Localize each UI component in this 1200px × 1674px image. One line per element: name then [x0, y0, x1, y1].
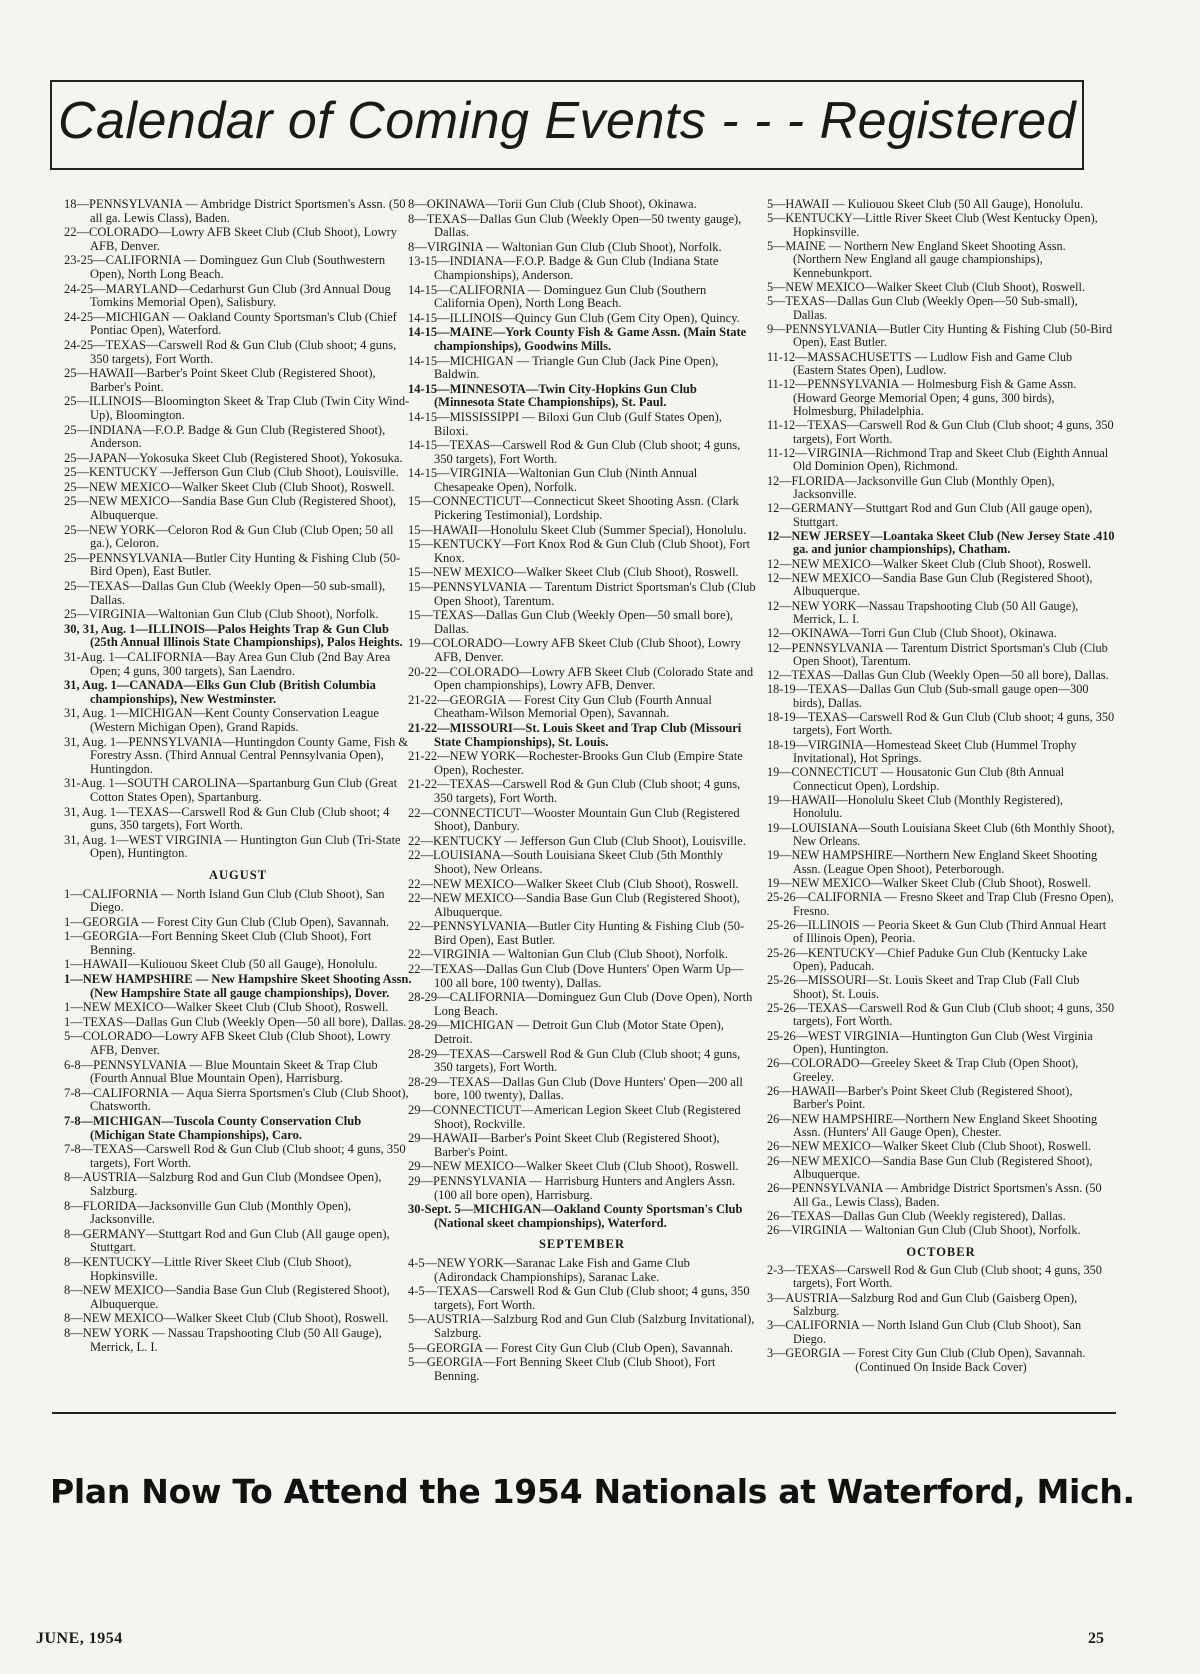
event-entry: 8—TEXAS—Dallas Gun Club (Weekly Open—50 twenty gauge), Dallas. — [408, 211, 742, 240]
event-entry: 12—NEW MEXICO—Walker Skeet Club (Club Shoot), Roswell. — [767, 556, 1092, 571]
event-entry: 31, Aug. 1—CANADA—Elks Gun Club (British Columbia championships), New Westminster. — [64, 678, 376, 706]
event-entry: 1—CALIFORNIA — North Island Gun Club (Club Shoot), San Diego. — [64, 886, 385, 915]
event-entry: 19—LOUISIANA—South Louisiana Skeet Club (6th Monthly Shoot), New Orleans. — [767, 820, 1115, 849]
event-entry: 3—AUSTRIA—Salzburg Rod and Gun Club (Gaisberg Open), Salzburg. — [767, 1290, 1078, 1318]
event-entry: 25-26—ILLINOIS — Peoria Skeet & Gun Club (Third Annual Heart of Illinois Open), Peoria. — [767, 918, 1107, 946]
event-entry: 19—COLORADO—Lowry AFB Skeet Club (Club Shoot), Lowry AFB, Denver. — [408, 636, 741, 664]
event-entry: 25—INDIANA—F.O.P. Badge & Gun Club (Registered Shoot), Anderson. — [64, 422, 386, 451]
event-entry: 21-22—GEORGIA — Forest City Gun Club (Fourth Annual Cheatham-Wilson Memorial Open), Savannah. — [408, 692, 712, 721]
event-entry: 29—HAWAII—Barber's Point Skeet Club (Registered Shoot), Barber's Point. — [408, 1131, 720, 1159]
footer-date: JUNE, 1954 — [36, 1630, 123, 1647]
event-entry: 21-22—TEXAS—Carswell Rod & Gun Club (Club shoot; 4 guns, 350 targets), Fort Worth. — [408, 777, 741, 805]
event-entry: 26—TEXAS—Dallas Gun Club (Weekly registered), Dallas. — [767, 1208, 1066, 1223]
event-entry: 5—MAINE — Northern New England Skeet Shooting Assn. (Northern New England all gauge championships), Kennebunkport. — [767, 238, 1066, 280]
event-entry: 1—NEW MEXICO—Walker Skeet Club (Club Shoot), Roswell. — [64, 1000, 389, 1015]
event-entry: 15—PENNSYLVANIA — Tarentum District Sportsman's Club (Club Open Shoot), Tarentum. — [408, 580, 756, 608]
event-entry: 3—GEORGIA — Forest City Gun Club (Club Open), Savannah. — [767, 1345, 1086, 1360]
event-entry: 28-29—TEXAS—Dallas Gun Club (Dove Hunters' Open—200 all bore, 100 twenty), Dallas. — [408, 1074, 743, 1103]
event-entry: 18-19—TEXAS—Dallas Gun Club (Sub-small gauge open—300 birds), Dallas. — [767, 682, 1089, 710]
event-entry: 5—NEW MEXICO—Walker Skeet Club (Club Shoot), Roswell. — [767, 279, 1085, 294]
event-entry: 15—NEW MEXICO—Walker Skeet Club (Club Shoot), Roswell. — [408, 565, 739, 580]
event-entry: 25—VIRGINIA—Waltonian Gun Club (Club Shoot), Norfolk. — [64, 607, 379, 622]
event-entry: 14-15—MINNESOTA—Twin City-Hopkins Gun Club (Minnesota State Championships), St. Paul. — [408, 381, 697, 410]
event-entry: 25-26—MISSOURI—St. Louis Skeet and Trap Club (Fall Club Shoot), St. Louis. — [767, 973, 1080, 1001]
event-entry: 12—NEW YORK—Nassau Trapshooting Club (50 All Gauge), Merrick, L. I. — [767, 598, 1079, 626]
event-entry: 1—GEORGIA—Fort Benning Skeet Club (Club Shoot), Fort Benning. — [64, 929, 372, 957]
event-entry: 8—OKINAWA—Torii Gun Club (Club Shoot), Okinawa. — [408, 198, 697, 211]
event-entry: 28-29—CALIFORNIA—Dominguez Gun Club (Dove Open), North Long Beach. — [408, 990, 753, 1018]
event-entry: 25—ILLINOIS—Bloomington Skeet & Trap Club (Twin City Wind-Up), Bloomington. — [64, 394, 410, 422]
event-entry: 5—HAWAII — Kuliouou Skeet Club (50 All Gauge), Honolulu. — [767, 198, 1084, 211]
event-entry: 8—NEW YORK — Nassau Trapshooting Club (50 All Gauge), Merrick, L. I. — [64, 1325, 382, 1354]
event-entry: 24-25—MICHIGAN — Oakland County Sportsman's Club (Chief Pontiac Open), Waterford. — [64, 309, 397, 338]
event-entry: 8—NEW MEXICO—Walker Skeet Club (Club Shoot), Roswell. — [64, 1311, 389, 1326]
event-entry: 18-19—TEXAS—Carswell Rod & Gun Club (Club shoot; 4 guns, 350 targets), Fort Worth. — [767, 710, 1115, 738]
event-entry: 8—KENTUCKY—Little River Skeet Club (Club Shoot), Hopkinsville. — [64, 1254, 352, 1283]
event-entry: 6-8—PENNSYLVANIA — Blue Mountain Skeet & Trap Club (Fourth Annual Blue Mountain Open), Harrisburg. — [64, 1057, 378, 1086]
event-entry: 5—COLORADO—Lowry AFB Skeet Club (Club Shoot), Lowry AFB, Denver. — [64, 1029, 391, 1058]
event-entry: 31, Aug. 1—PENNSYLVANIA—Huntingdon County Game, Fish & Forestry Assn. (Third Annual Central Pennsylvania Open), Huntingdon. — [64, 734, 409, 776]
event-entry: 7-8—MICHIGAN—Tuscola County Conservation Club (Michigan State Championships), Caro. — [64, 1114, 362, 1142]
event-entry: 26—HAWAII—Barber's Point Skeet Club (Registered Shoot), Barber's Point. — [767, 1084, 1073, 1112]
event-entry: 18—PENNSYLVANIA — Ambridge District Sportsmen's Assn. (50 all ga. Lewis Class), Baden. — [64, 198, 406, 225]
event-entry: 19—NEW HAMPSHIRE—Northern New England Skeet Shooting Assn. (League Open Shoot), Peterborough. — [767, 848, 1098, 876]
event-entry: 15—TEXAS—Dallas Gun Club (Weekly Open—50 small bore), Dallas. — [408, 608, 733, 636]
event-entry: 1—TEXAS—Dallas Gun Club (Weekly Open—50 all bore), Dallas. — [64, 1014, 407, 1029]
event-entry: 15—CONNECTICUT—Connecticut Skeet Shooting Assn. (Clark Pickering Testimonial), Lordship. — [408, 494, 739, 523]
event-entry: 22—NEW MEXICO—Walker Skeet Club (Club Shoot), Roswell. — [408, 876, 739, 891]
event-entry: 11-12—VIRGINIA—Richmond Trap and Skeet Club (Eighth Annual Old Dominion Open), Richmond. — [767, 445, 1109, 474]
event-entry: 22—NEW MEXICO—Sandia Base Gun Club (Registered Shoot), Albuquerque. — [408, 891, 741, 919]
event-entry: 1—GEORGIA — Forest City Gun Club (Club Open), Savannah. — [64, 914, 389, 929]
event-entry: 26—NEW MEXICO—Sandia Base Gun Club (Registered Shoot), Albuquerque. — [767, 1153, 1093, 1181]
event-entry: 25—NEW MEXICO—Sandia Base Gun Club (Registered Shoot), Albuquerque. — [64, 494, 397, 523]
event-entry: 31-Aug. 1—SOUTH CAROLINA—Spartanburg Gun Club (Great Cotton States Open), Spartanburg. — [64, 776, 398, 804]
event-entry: 31, Aug. 1—TEXAS—Carswell Rod & Gun Club (Club shoot; 4 guns, 350 targets), Fort Worth. — [64, 804, 390, 833]
event-entry: 28-29—MICHIGAN — Detroit Gun Club (Motor State Open), Detroit. — [408, 1018, 724, 1047]
event-entry: 25—KENTUCKY —Jefferson Gun Club (Club Shoot), Louisville. — [64, 465, 399, 480]
event-entry: 20-22—COLORADO—Lowry AFB Skeet Club (Colorado State and Open championships), Lowry AFB, Denver. — [408, 664, 754, 693]
event-entry: 25-26—WEST VIRGINIA—Huntington Gun Club (West Virginia Open), Huntington. — [767, 1028, 1093, 1057]
event-entry: 26—PENNSYLVANIA — Ambridge District Sportsmen's Assn. (50 All Ga., Lewis Class), Baden. — [767, 1181, 1102, 1209]
event-entry: 21-22—NEW YORK—Rochester-Brooks Gun Club (Empire State Open), Rochester. — [408, 749, 743, 777]
event-entry: 22—PENNSYLVANIA—Butler City Hunting & Fishing Club (50-Bird Open), East Butler. — [408, 919, 745, 947]
event-entry: 22—LOUISIANA—South Louisiana Skeet Club (5th Monthly Shoot), New Orleans. — [408, 848, 723, 876]
event-entry: 25—HAWAII—Barber's Point Skeet Club (Registered Shoot), Barber's Point. — [64, 366, 376, 394]
event-entry: 1—HAWAII—Kuliouou Skeet Club (50 all Gauge), Honolulu. — [64, 957, 378, 972]
event-entry: 24-25—TEXAS—Carswell Rod & Gun Club (Club shoot; 4 guns, 350 targets), Fort Worth. — [64, 337, 397, 366]
event-entry: 13-15—INDIANA—F.O.P. Badge & Gun Club (Indiana State Championships), Anderson. — [408, 254, 719, 282]
event-entry: 4-5—NEW YORK—Saranac Lake Fish and Game Club (Adirondack Championships), Saranac Lake. — [408, 1255, 690, 1284]
divider-rule — [52, 1412, 1116, 1414]
continued-note: (Continued On Inside Back Cover) — [855, 1360, 1027, 1375]
event-entry: 4-5—TEXAS—Carswell Rod & Gun Club (Club shoot; 4 guns, 350 targets), Fort Worth. — [408, 1284, 750, 1312]
event-entry: 14-15—VIRGINIA—Waltonian Gun Club (Ninth Annual Chesapeake Open), Norfolk. — [408, 466, 698, 494]
event-entry: 5—AUSTRIA—Salzburg Rod and Gun Club (Salzburg Invitational), Salzburg. — [408, 1312, 755, 1340]
event-entry: 14-15—MAINE—York County Fish & Game Assn. (Main State championships), Goodwins Mills. — [408, 325, 747, 353]
event-entry: 12—NEW JERSEY—Loantaka Skeet Club (New Jersey State .410 ga. and junior championships), Chatham. — [767, 528, 1115, 557]
event-entry: 12—OKINAWA—Torri Gun Club (Club Shoot), Okinawa. — [767, 626, 1057, 641]
event-entry: 22—TEXAS—Dallas Gun Club (Dove Hunters' Open Warm Up—100 all bore, 100 twenty), Dallas. — [408, 962, 744, 990]
events-column-1 — [64, 198, 412, 1403]
page-title: Calendar of Coming Events - - - Registered — [57, 92, 1077, 150]
event-entry: 11-12—MASSACHUSETTS — Ludlow Fish and Game Club (Eastern States Open), Ludlow. — [767, 349, 1073, 377]
event-entry: 19—HAWAII—Honolulu Skeet Club (Monthly Registered), Honolulu. — [767, 793, 1064, 821]
event-entry: 11-12—PENNSYLVANIA — Holmesburg Fish & Game Assn. (Howard George Memorial Open; 4 guns, 300 birds), Holmesburg, Philadelphia. — [767, 377, 1077, 418]
event-entry: 25—PENNSYLVANIA—Butler City Hunting & Fishing Club (50-Bird Open), East Butler. — [64, 550, 401, 579]
event-entry: 5—TEXAS—Dallas Gun Club (Weekly Open—50 Sub-small), Dallas. — [767, 294, 1078, 322]
event-entry: 14-15—ILLINOIS—Quincy Gun Club (Gem City Open), Quincy. — [408, 310, 740, 325]
event-entry: 24-25—MARYLAND—Cedarhurst Gun Club (3rd Annual Doug Tomkins Memorial Open), Salisbury. — [64, 281, 391, 310]
event-entry: 29—NEW MEXICO—Walker Skeet Club (Club Shoot), Roswell. — [408, 1159, 739, 1174]
event-entry: 14-15—MISSISSIPPI — Biloxi Gun Club (Gulf States Open), Biloxi. — [408, 409, 722, 438]
month-heading: SEPTEMBER — [538, 1237, 626, 1252]
event-entry: 26—NEW MEXICO—Walker Skeet Club (Club Shoot), Roswell. — [767, 1139, 1092, 1154]
month-heading: AUGUST — [208, 867, 268, 882]
event-entry: 8—NEW MEXICO—Sandia Base Gun Club (Registered Shoot), Albuquerque. — [64, 1283, 390, 1311]
event-entry: 31, Aug. 1—MICHIGAN—Kent County Conservation League (Western Michigan Open), Grand Rapids. — [64, 706, 379, 734]
event-entry: 8—AUSTRIA—Salzburg Rod and Gun Club (Mondsee Open), Salzburg. — [64, 1170, 382, 1198]
event-entry: 5—GEORGIA—Fort Benning Skeet Club (Club Shoot), Fort Benning. — [408, 1355, 716, 1383]
event-entry: 25-26—KENTUCKY—Chief Paduke Gun Club (Kentucky Lake Open), Paducah. — [767, 945, 1088, 974]
event-entry: 5—GEORGIA — Forest City Gun Club (Club Open), Savannah. — [408, 1340, 733, 1355]
event-entry: 11-12—TEXAS—Carswell Rod & Gun Club (Club shoot; 4 guns, 350 targets), Fort Worth. — [767, 418, 1114, 446]
event-entry: 12—FLORIDA—Jacksonville Gun Club (Monthly Open), Jacksonville. — [767, 473, 1055, 501]
event-entry: 26—VIRGINIA — Waltonian Gun Club (Club Shoot), Norfolk. — [767, 1223, 1081, 1238]
event-entry: 12—GERMANY—Stuttgart Rod and Gun Club (All gauge open), Stuttgart. — [767, 501, 1093, 529]
event-entry: 14-15—TEXAS—Carswell Rod & Gun Club (Club shoot; 4 guns, 350 targets), Fort Worth. — [408, 438, 741, 466]
event-entry: 14-15—MICHIGAN — Triangle Gun Club (Jack Pine Open), Baldwin. — [408, 353, 719, 382]
event-entry: 25—JAPAN—Yokosuka Skeet Club (Registered Shoot), Yokosuka. — [64, 450, 403, 465]
event-entry: 19—NEW MEXICO—Walker Skeet Club (Club Shoot), Roswell. — [767, 876, 1092, 891]
event-entry: 22—COLORADO—Lowry AFB Skeet Club (Club Shoot), Lowry AFB, Denver. — [64, 225, 397, 253]
event-entry: 7-8—CALIFORNIA — Aqua Sierra Sportsmen's Club (Club Shoot), Chatsworth. — [64, 1085, 409, 1114]
event-entry: 25—NEW MEXICO—Walker Skeet Club (Club Shoot), Roswell. — [64, 479, 395, 494]
event-entry: 25—NEW YORK—Celoron Rod & Gun Club (Club Open; 50 all ga.), Celoron. — [64, 522, 394, 551]
event-entry: 8—VIRGINIA — Waltonian Gun Club (Club Shoot), Norfolk. — [408, 239, 722, 254]
event-entry: 12—PENNSYLVANIA — Tarentum District Sportsman's Club (Club Open Shoot), Tarentum. — [767, 640, 1108, 668]
title-box — [50, 80, 1084, 170]
event-entry: 5—KENTUCKY—Little River Skeet Club (West Kentucky Open), Hopkinsville. — [767, 211, 1098, 239]
event-entry: 7-8—TEXAS—Carswell Rod & Gun Club (Club shoot; 4 guns, 350 targets), Fort Worth. — [64, 1142, 406, 1170]
event-entry: 26—NEW HAMPSHIRE—Northern New England Skeet Shooting Assn. (Hunters' All Gauge Open), Chester. — [767, 1111, 1098, 1139]
event-entry: 12—TEXAS—Dallas Gun Club (Weekly Open—50 all bore), Dallas. — [767, 668, 1109, 683]
event-entry: 29—PENNSYLVANIA — Harrisburg Hunters and Anglers Assn. (100 all bore open), Harrisburg. — [408, 1173, 736, 1202]
event-entry: 31-Aug. 1—CALIFORNIA—Bay Area Gun Club (2nd Bay Area Open; 4 guns, 300 targets), San Laendro. — [64, 650, 391, 678]
month-heading: OCTOBER — [906, 1244, 976, 1259]
event-entry: 8—FLORIDA—Jacksonville Gun Club (Monthly Open), Jacksonville. — [64, 1198, 352, 1227]
event-entry: 25-26—CALIFORNIA — Fresno Skeet and Trap Club (Fresno Open), Fresno. — [767, 890, 1114, 918]
nationals-banner: Plan Now To Attend the 1954 Nationals at Waterford, Mich. — [50, 1472, 1135, 1511]
page-number: 25 — [1088, 1630, 1104, 1647]
event-entry: 15—HAWAII—Honolulu Skeet Club (Summer Special), Honolulu. — [408, 522, 747, 537]
events-column-2 — [408, 198, 756, 1403]
event-entry: 28-29—TEXAS—Carswell Rod & Gun Club (Club shoot; 4 guns, 350 targets), Fort Worth. — [408, 1046, 741, 1075]
event-entry: 1—NEW HAMPSHIRE — New Hampshire Skeet Shooting Assn. (New Hampshire State all gauge championships), Dover. — [64, 972, 412, 1000]
event-entry: 14-15—CALIFORNIA — Dominguez Gun Club (Southern California Open), North Long Beach. — [408, 282, 707, 311]
event-entry: 3—CALIFORNIA — North Island Gun Club (Club Shoot), San Diego. — [767, 1318, 1082, 1346]
event-entry: 21-22—MISSOURI—St. Louis Skeet and Trap Club (Missouri State Championships), St. Louis. — [408, 720, 742, 749]
event-entry: 25-26—TEXAS—Carswell Rod & Gun Club (Club shoot; 4 guns, 350 targets), Fort Worth. — [767, 1001, 1115, 1029]
event-entry: 30, 31, Aug. 1—ILLINOIS—Palos Heights Trap & Gun Club (25th Annual Illinois State Championships), Palos Heights. — [64, 621, 403, 650]
event-entry: 19—CONNECTICUT — Housatonic Gun Club (8th Annual Connecticut Open), Lordship. — [767, 765, 1065, 793]
event-entry: 25—TEXAS—Dallas Gun Club (Weekly Open—50 sub-small), Dallas. — [64, 579, 386, 607]
event-entry: 26—COLORADO—Greeley Skeet & Trap Club (Open Shoot), Greeley. — [767, 1056, 1079, 1084]
event-entry: 8—GERMANY—Stuttgart Rod and Gun Club (All gauge open), Stuttgart. — [64, 1226, 390, 1255]
event-entry: 12—NEW MEXICO—Sandia Base Gun Club (Registered Shoot), Albuquerque. — [767, 570, 1093, 599]
event-entry: 23-25—CALIFORNIA — Dominguez Gun Club (Southwestern Open), North Long Beach. — [64, 253, 386, 281]
events-column-3 — [767, 198, 1115, 1403]
event-entry: 2-3—TEXAS—Carswell Rod & Gun Club (Club shoot; 4 guns, 350 targets), Fort Worth. — [767, 1262, 1102, 1291]
event-entry: 30-Sept. 5—MICHIGAN—Oakland County Sportsman's Club (National skeet championships), Waterford. — [408, 1202, 743, 1230]
event-entry: 22—KENTUCKY — Jefferson Gun Club (Club Shoot), Louisville. — [408, 833, 746, 848]
event-entry: 9—PENNSYLVANIA—Butler City Hunting & Fishing Club (50-Bird Open), East Butler. — [767, 321, 1113, 350]
event-entry: 31, Aug. 1—WEST VIRGINIA — Huntington Gun Club (Tri-State Open), Huntington. — [64, 832, 401, 861]
event-entry: 22—CONNECTICUT—Wooster Mountain Gun Club (Registered Shoot), Danbury. — [408, 805, 740, 834]
event-entry: 15—KENTUCKY—Fort Knox Rod & Gun Club (Club Shoot), Fort Knox. — [408, 537, 751, 565]
event-entry: 22—VIRGINIA — Waltonian Gun Club (Club Shoot), Norfolk. — [408, 947, 728, 962]
event-entry: 29—CONNECTICUT—American Legion Skeet Club (Registered Shoot), Rockville. — [408, 1103, 741, 1131]
event-entry: 18-19—VIRGINIA—Homestead Skeet Club (Hummel Trophy Invitational), Hot Springs. — [767, 737, 1077, 766]
